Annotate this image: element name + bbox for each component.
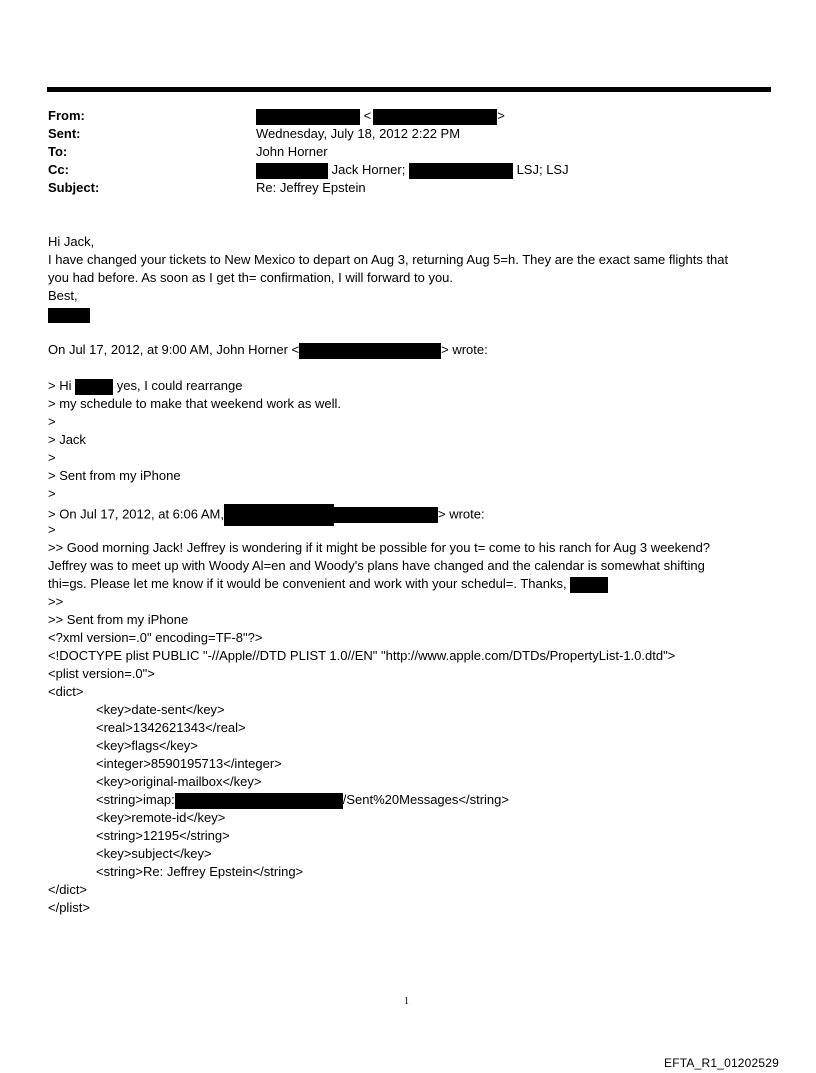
- plist-line: <key>remote-id</key>: [96, 810, 226, 825]
- redaction-block: [48, 308, 90, 323]
- subject-label: Subject:: [48, 180, 100, 195]
- redaction-block: [224, 504, 334, 526]
- cc-end: LSJ; LSJ: [516, 162, 569, 177]
- plist-line: <dict>: [48, 684, 84, 699]
- redaction-block: [75, 379, 113, 395]
- from-label: From:: [48, 108, 85, 123]
- plist-line: <real>1342621343</real>: [96, 720, 246, 735]
- to-value: John Horner: [256, 144, 328, 159]
- plist-line: [96, 792, 509, 809]
- quoted-line: [48, 504, 485, 526]
- quoted-text: yes, I could rearrange: [116, 378, 243, 393]
- sent-label: Sent:: [48, 126, 81, 141]
- quote-header-text: On Jul 17, 2012, at 9:00 AM, John Horner <: [48, 342, 300, 357]
- quoted-line: >> Good morning Jack! Jeffrey is wondering if it might be possible for you t= come to his ranch for Aug 3 weekend?: [48, 540, 711, 555]
- redaction-block: [570, 577, 608, 593]
- cc-label: Cc:: [48, 162, 69, 177]
- cc-name: Jack Horner;: [331, 162, 406, 177]
- plist-text: <string>imap:: [96, 792, 175, 807]
- quoted-line: > Sent from my iPhone: [48, 468, 181, 483]
- body-paragraph-line: I have changed your tickets to New Mexico to depart on Aug 3, returning Aug 5=h. They are the exact same flights that: [48, 252, 729, 267]
- signature-redaction: [48, 307, 90, 323]
- closing: Best,: [48, 288, 78, 303]
- redaction-block: [256, 109, 360, 125]
- redaction-block: [256, 163, 328, 179]
- plist-line: <string>Re: Jeffrey Epstein</string>: [96, 864, 304, 879]
- quoted-line: > Jack: [48, 432, 86, 447]
- greeting: Hi Jack,: [48, 234, 95, 249]
- header-rule: [47, 87, 771, 92]
- quoted-line: >: [48, 486, 56, 501]
- quoted-line: > my schedule to make that weekend work as well.: [48, 396, 342, 411]
- plist-line: <key>original-mailbox</key>: [96, 774, 262, 789]
- quoted-line: >> Sent from my iPhone: [48, 612, 189, 627]
- redaction-block: [373, 109, 497, 125]
- quoted-line: [48, 378, 242, 395]
- redaction-block: [175, 793, 343, 809]
- quoted-line: >: [48, 414, 56, 429]
- plist-line: </dict>: [48, 882, 88, 897]
- plist-line: <plist version=.0">: [48, 666, 155, 681]
- page-number: 1: [404, 996, 409, 1007]
- from-value: [256, 108, 505, 125]
- redaction-block: [299, 343, 441, 359]
- to-label: To:: [48, 144, 68, 159]
- quote-header: [48, 342, 488, 359]
- quoted-line: Jeffrey was to meet up with Woody Al=en and Woody's plans have changed and the calendar is somewhat shifting: [48, 558, 705, 573]
- document-id: EFTA_R1_01202529: [664, 1056, 780, 1070]
- quoted-text: > wrote:: [437, 506, 485, 522]
- quoted-line: >: [48, 522, 56, 537]
- sent-value: Wednesday, July 18, 2012 2:22 PM: [256, 126, 461, 141]
- from-lt: <: [363, 108, 372, 123]
- plist-line: <string>12195</string>: [96, 828, 230, 843]
- plist-line: <key>flags</key>: [96, 738, 198, 753]
- quote-header-text: > wrote:: [441, 342, 488, 357]
- subject-value: Re: Jeffrey Epstein: [256, 180, 366, 195]
- redaction-block: [409, 163, 513, 179]
- plist-line: <key>date-sent</key>: [96, 702, 225, 717]
- quoted-text: > Hi: [48, 378, 72, 393]
- plist-line: <integer>8590195713</integer>: [96, 756, 282, 771]
- quoted-line: >>: [48, 594, 64, 609]
- quoted-line: >: [48, 450, 56, 465]
- redaction-block: [334, 507, 438, 523]
- body-paragraph-line: you had before. As soon as I get th= confirmation, I will forward to you.: [48, 270, 454, 285]
- plist-text: /Sent%20Messages</string>: [342, 792, 509, 807]
- quoted-text: thi=gs. Please let me know if it would be convenient and work with your schedul=. Thanks,: [48, 576, 567, 591]
- plist-line: <!DOCTYPE plist PUBLIC "-//Apple//DTD PLIST 1.0//EN" "http://www.apple.com/DTDs/PropertyList-1.0.dtd">: [48, 648, 676, 663]
- quoted-text: > On Jul 17, 2012, at 6:06 AM,: [48, 506, 224, 522]
- from-gt: >: [497, 108, 505, 123]
- plist-line: </plist>: [48, 900, 90, 915]
- plist-line: <key>subject</key>: [96, 846, 212, 861]
- cc-value: [256, 162, 569, 179]
- quoted-line: [48, 576, 608, 593]
- plist-line: <?xml version=.0" encoding=TF-8"?>: [48, 630, 263, 645]
